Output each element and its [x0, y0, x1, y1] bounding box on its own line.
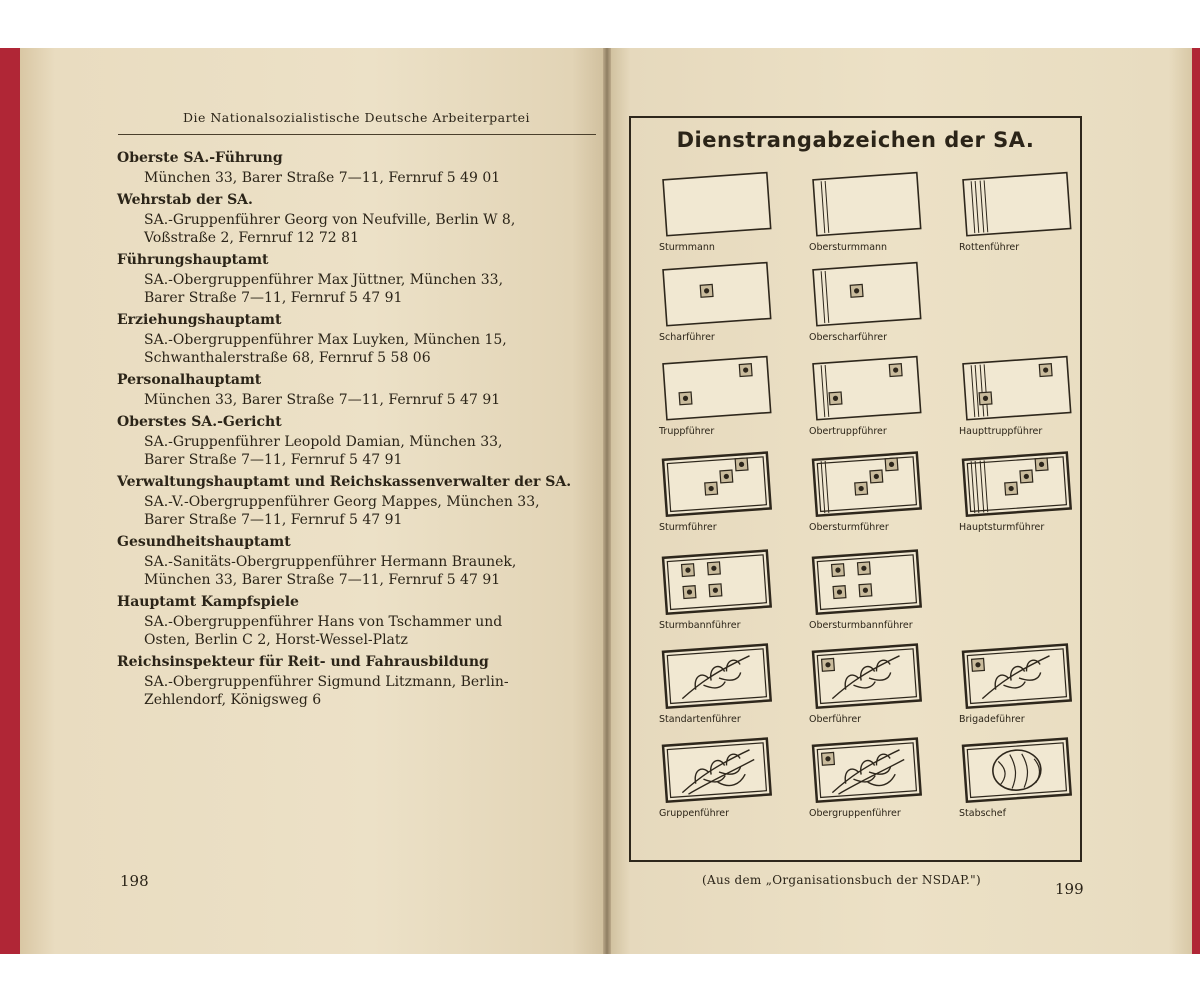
entry-line: SA.-Gruppenführer Leopold Damian, München 33, [144, 434, 503, 450]
entry-title: Führungshauptamt [117, 252, 269, 268]
rank-badge [659, 166, 799, 266]
entry-line: Barer Straße 7—11, Fernruf 5 47 91 [144, 512, 403, 528]
rank-label: Obertruppführer [809, 426, 887, 437]
rank-label: Obersturmbannführer [809, 620, 913, 631]
collar-patch-icon [809, 544, 949, 622]
entry-title: Reichsinspekteur für Reit- und Fahrausbildung [117, 654, 489, 670]
rank-badge [809, 350, 949, 450]
collar-patch-icon [809, 446, 949, 524]
collar-patch-icon [809, 638, 949, 716]
collar-patch-icon [809, 732, 949, 810]
entry-line: SA.-Gruppenführer Georg von Neufville, Berlin W 8, [144, 212, 516, 228]
directory-entry [117, 412, 597, 469]
rank-label: Oberführer [809, 714, 862, 725]
directory-entry [117, 532, 597, 589]
rank-label: Sturmmann [659, 242, 715, 253]
collar-patch-icon [659, 446, 799, 524]
directory-entry [117, 592, 597, 649]
rank-badge [959, 638, 1099, 738]
directory-entry [117, 148, 597, 187]
collar-patch-icon [659, 350, 799, 428]
rank-label: Rottenführer [959, 242, 1020, 253]
page-number-right: 199 [1055, 880, 1084, 898]
entry-line: SA.-Obergruppenführer Max Jüttner, München 33, [144, 272, 504, 288]
directory-entry [117, 652, 597, 709]
entry-line: SA.-Sanitäts-Obergruppenführer Hermann Braunek, [144, 554, 517, 570]
plate-title: Dienstrangabzeichen der SA. [676, 128, 1035, 152]
rank-badge [659, 638, 799, 738]
source-caption: (Aus dem „Organisationsbuch der NSDAP.") [702, 873, 981, 887]
rank-badge [659, 732, 799, 832]
entry-line: SA.-Obergruppenführer Sigmund Litzmann, Berlin- [144, 674, 509, 690]
entry-title: Verwaltungshauptamt und Reichskassenverwalter der SA. [117, 474, 572, 490]
rank-label: Scharführer [659, 332, 715, 343]
entry-line: SA.-V.-Obergruppenführer Georg Mappes, München 33, [144, 494, 540, 510]
entry-line: SA.-Obergruppenführer Max Luyken, München 15, [144, 332, 507, 348]
rank-badge [809, 166, 949, 266]
rank-label: Hauptsturmführer [959, 522, 1045, 533]
directory-entries [117, 148, 597, 712]
directory-entry [117, 190, 597, 247]
directory-entry [117, 370, 597, 409]
running-header: Die Nationalsozialistische Deutsche Arbeiterpartei [182, 110, 531, 125]
open-book [0, 48, 1200, 954]
entry-line: München 33, Barer Straße 7—11, Fernruf 5 47 91 [144, 572, 501, 588]
collar-patch-icon [809, 350, 949, 428]
collar-patch-icon [659, 638, 799, 716]
entry-title: Gesundheitshauptamt [117, 534, 291, 550]
entry-line: Schwanthalerstraße 68, Fernruf 5 58 06 [144, 350, 431, 366]
left-page [20, 48, 607, 954]
rank-label: Haupttruppführer [959, 426, 1043, 437]
rank-insignia-plate [629, 116, 1082, 862]
entry-line: Voßstraße 2, Fernruf 12 72 81 [144, 230, 359, 246]
rank-badge [809, 446, 949, 546]
page-number-left: 198 [120, 872, 149, 890]
entry-line: SA.-Obergruppenführer Hans von Tschammer und [144, 614, 503, 630]
entry-line: Barer Straße 7—11, Fernruf 5 47 91 [144, 452, 403, 468]
rank-badge [959, 446, 1099, 546]
rank-label: Sturmführer [659, 522, 717, 533]
rank-label: Standartenführer [659, 714, 741, 725]
rank-label: Obersturmmann [809, 242, 888, 253]
entry-title: Oberstes SA.-Gericht [117, 414, 282, 430]
entry-title: Oberste SA.-Führung [117, 150, 283, 166]
collar-patch-icon [659, 256, 799, 334]
entry-title: Wehrstab der SA. [117, 192, 253, 208]
collar-patch-icon [959, 446, 1099, 524]
rank-badge [809, 638, 949, 738]
collar-patch-icon [959, 166, 1099, 244]
rank-badge [659, 256, 799, 356]
rank-badge [959, 166, 1099, 266]
rank-badge [959, 350, 1099, 450]
rank-label: Obersturmführer [809, 522, 889, 533]
entry-line: Barer Straße 7—11, Fernruf 5 47 91 [144, 290, 403, 306]
directory-entry [117, 472, 597, 529]
entry-title: Hauptamt Kampfspiele [117, 594, 299, 610]
entry-line: Zehlendorf, Königsweg 6 [144, 692, 322, 708]
rank-badge [809, 544, 949, 644]
rank-badge [659, 446, 799, 546]
collar-patch-icon [959, 732, 1099, 810]
directory-entry [117, 310, 597, 367]
collar-patch-icon [809, 256, 949, 334]
directory-entry [117, 250, 597, 307]
collar-patch-icon [959, 638, 1099, 716]
collar-patch-icon [809, 166, 949, 244]
header-rule [118, 134, 596, 135]
rank-badge [659, 544, 799, 644]
rank-label: Sturmbannführer [659, 620, 741, 631]
rank-label: Oberscharführer [809, 332, 888, 343]
rank-badge [959, 732, 1099, 832]
right-page [607, 48, 1192, 954]
rank-label: Stabschef [959, 808, 1006, 819]
rank-badge [809, 256, 949, 356]
collar-patch-icon [959, 350, 1099, 428]
collar-patch-icon [659, 166, 799, 244]
rank-badge [659, 350, 799, 450]
book-gutter [603, 48, 611, 954]
rank-label: Obergruppenführer [809, 808, 901, 819]
collar-patch-icon [659, 544, 799, 622]
rank-badge [809, 732, 949, 832]
entry-title: Erziehungshauptamt [117, 312, 282, 328]
collar-patch-icon [659, 732, 799, 810]
entry-line: München 33, Barer Straße 7—11, Fernruf 5 47 91 [144, 392, 501, 408]
rank-label: Gruppenführer [659, 808, 730, 819]
rank-label: Truppführer [659, 426, 715, 437]
entry-line: Osten, Berlin C 2, Horst-Wessel-Platz [144, 632, 408, 648]
rank-label: Brigadeführer [959, 714, 1025, 725]
entry-line: München 33, Barer Straße 7—11, Fernruf 5 49 01 [144, 170, 501, 186]
entry-title: Personalhauptamt [117, 372, 262, 388]
